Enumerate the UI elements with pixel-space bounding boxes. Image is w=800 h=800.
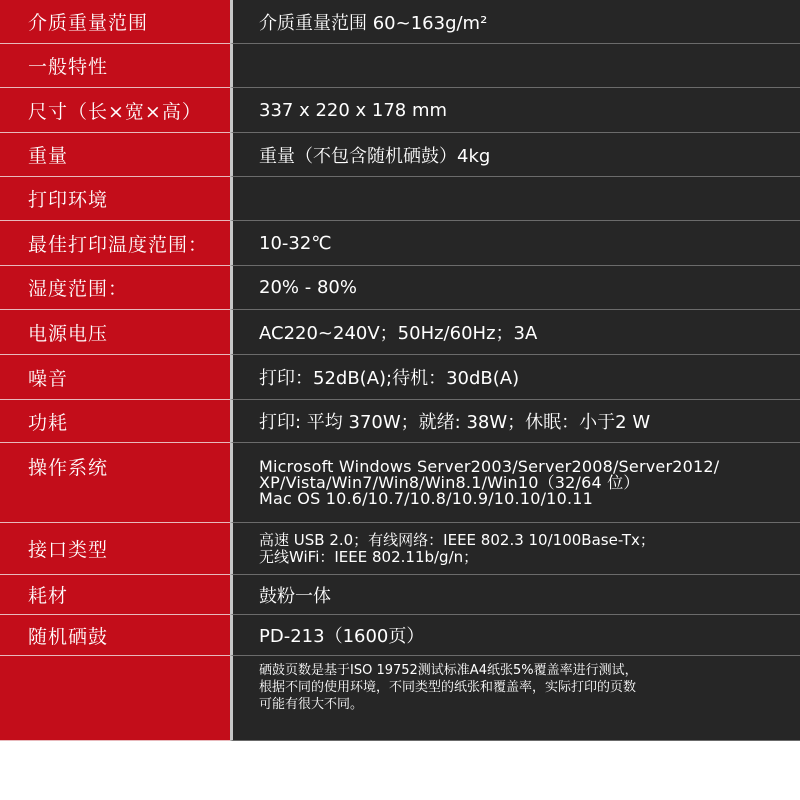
row-label: 湿度范围： [0,266,230,310]
row-label: 耗材 [0,575,230,615]
row-value [230,266,800,310]
section-label: 一般特性 [0,44,230,88]
row-label: 重量 [0,133,230,177]
value-line: 重量（不包含随机硒鼓）4kg [259,145,491,167]
value-line: 打印：52dB(A);待机：30dB(A) [259,368,520,389]
value-line: 20% - 80% [259,277,357,298]
row-value [230,615,800,656]
row-value [230,400,800,443]
row-label: 功耗 [0,400,230,443]
row-value [230,443,800,523]
section-label: 打印环境 [0,177,230,221]
row-value [230,44,800,88]
row-label: 最佳打印温度范围： [0,221,230,266]
value-line: PD-213（1600页） [259,626,425,647]
row-value [230,523,800,575]
row-label: 随机硒鼓 [0,615,230,656]
row-label: 介质重量范围 [0,0,230,44]
row-label: 电源电压 [0,310,230,355]
value-line: 鼓粉一体 [259,585,331,607]
row-value [230,575,800,615]
row-label: 操作系统 [0,443,230,523]
row-label: 接口类型 [0,523,230,575]
value-line: XP/Vista/Win7/Win8/Win8.1/Win10（32/64 位） [259,472,640,492]
value-line: 337 x 220 x 178 mm [259,99,448,121]
value-line: 高速 USB 2.0；有线网络：IEEE 802.3 10/100Base-Tx； [259,530,655,549]
value-line: 介质重量范围 60~163g/m² [259,12,488,34]
value-line: Microsoft Windows Server2003/Server2008/Server2012/ [259,456,720,476]
value-line: 无线WiFi：IEEE 802.11b/g/n； [259,547,479,566]
row-label: 尺寸（长×宽×高） [0,88,230,133]
row-value [230,221,800,266]
row-value [230,310,800,355]
row-value [230,355,800,400]
row-value [230,177,800,221]
footnote [230,656,800,741]
row-label: 噪音 [0,355,230,400]
footnote-line: 可能有很大不同。 [259,697,364,712]
value-line: 打印: 平均 370W；就绪: 38W；休眠：小于2 W [259,412,651,433]
row-value [230,88,800,133]
footnote-line: 根据不同的使用环境，不同类型的纸张和覆盖率，实际打印的页数 [259,680,637,695]
row-label [0,656,230,741]
row-value [230,0,800,44]
value-line: Mac OS 10.6/10.7/10.8/10.9/10.10/10.11 [259,488,593,508]
row-value [230,133,800,177]
value-line: 10-32℃ [259,232,332,254]
footnote-line: 硒鼓页数是基于ISO 19752测试标准A4纸张5%覆盖率进行测试， [259,663,638,678]
value-line: AC220~240V；50Hz/60Hz；3A [259,323,538,344]
